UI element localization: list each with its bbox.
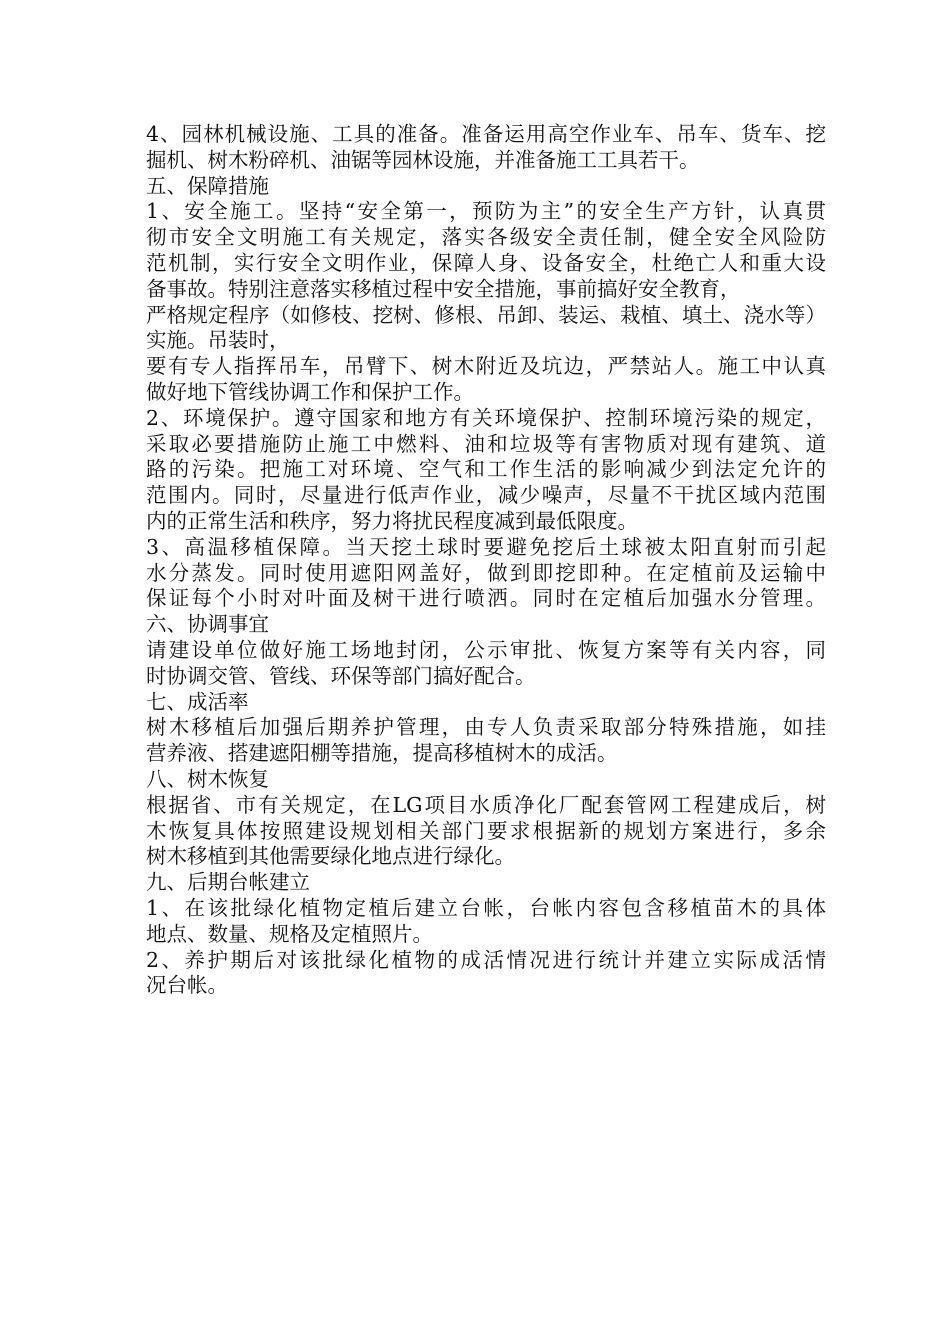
text-line: 况台帐。	[146, 973, 228, 998]
text-line: 彻市安全文明施工有关规定，落实各级安全责任制，健全安全风险防	[146, 225, 826, 250]
text-line: 实施。吊装时，	[146, 328, 290, 353]
text-line: 严格规定程序（如修枝、挖树、修根、吊卸、装运、栽植、填土、浇水等）	[146, 302, 826, 327]
text-line: 九、后期台帐建立	[146, 870, 310, 895]
text-line: 要有专人指挥吊车，吊臂下、树木附近及坑边，严禁站人。施工中认真	[146, 354, 826, 379]
text-line: 地点、数量、规格及定植照片。	[146, 921, 433, 946]
text-line: 树木移植后加强后期养护管理，由专人负责采取部分特殊措施，如挂	[146, 715, 826, 740]
text-line: 备事故。特别注意落实移植过程中安全措施，事前搞好安全教育，	[146, 276, 741, 301]
text-line: 八、树木恢复	[146, 766, 269, 791]
text-line: 范围内。同时，尽量进行低声作业，减少噪声，尽量不干扰区域内范围	[146, 483, 826, 508]
document-body	[146, 122, 826, 999]
text-line: 范机制，实行安全文明作业，保障人身、设备安全，杜绝亡人和重大设	[146, 250, 826, 275]
text-line: 木恢复具体按照建设规划相关部门要求根据新的规划方案进行，多余	[146, 818, 826, 843]
text-line: 请建设单位做好施工场地封闭，公示审批、恢复方案等有关内容，同	[146, 637, 826, 662]
text-line: 内的正常生活和秩序，努力将扰民程度减到最低限度。	[146, 508, 638, 533]
text-line: 营养液、搭建遮阳棚等措施，提高移植树木的成活。	[146, 741, 618, 766]
text-line: 采取必要措施防止施工中燃料、油和垃圾等有害物质对现有建筑、道	[146, 431, 826, 456]
text-line: 3、高温移植保障。当天挖土球时要避免挖后土球被太阳直射而引起	[146, 534, 826, 559]
text-line: 2、养护期后对该批绿化植物的成活情况进行统计并建立实际成活情	[146, 947, 826, 972]
text-line: 根据省、市有关规定，在LG项目水质净化厂配套管网工程建成后，树	[146, 792, 826, 817]
text-line: 六、协调事宜	[146, 612, 269, 637]
text-line: 1、安全施工。坚持“安全第一，预防为主”的安全生产方针，认真贯	[146, 199, 826, 224]
text-line: 2、环境保护。遵守国家和地方有关环境保护、控制环境污染的规定，	[146, 405, 826, 430]
text-line: 保证每个小时对叶面及树干进行喷洒。同时在定植后加强水分管理。	[146, 586, 826, 611]
text-line: 水分蒸发。同时使用遮阳网盖好，做到即挖即种。在定植前及运输中	[146, 560, 826, 585]
text-line: 做好地下管线协调工作和保护工作。	[146, 379, 474, 404]
text-line: 七、成活率	[146, 689, 249, 714]
text-line: 1、在该批绿化植物定植后建立台帐，台帐内容包含移植苗木的具体	[146, 895, 826, 920]
text-line: 4、园林机械设施、工具的准备。准备运用高空作业车、吊车、货车、挖	[146, 122, 826, 146]
text-line: 时协调交管、管线、环保等部门搞好配合。	[146, 663, 536, 688]
text-line: 五、保障措施	[146, 173, 269, 198]
text-line: 树木移植到其他需要绿化地点进行绿化。	[146, 844, 515, 869]
text-line: 路的污染。把施工对环境、空气和工作生活的影响减少到法定允许的	[146, 457, 826, 482]
text-line: 掘机、树木粉碎机、油锯等园林设施，并准备施工工具若干。	[146, 147, 700, 172]
